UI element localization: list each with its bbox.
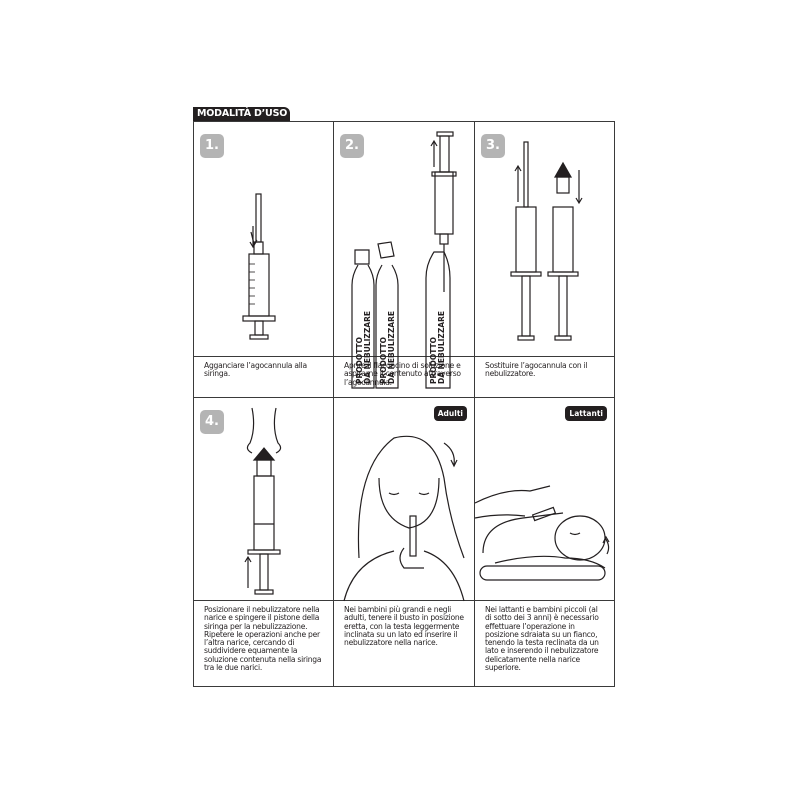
vial-label: DA NEBULIZZARE xyxy=(363,311,372,384)
syringe-and-nebulizer-icon xyxy=(475,122,615,357)
step-3-number: 3. xyxy=(481,134,505,158)
infants-illustration xyxy=(475,398,614,601)
vial-label: DA NEBULIZZARE xyxy=(437,311,446,384)
section-title: MODALITÀ D’USO xyxy=(193,107,290,121)
adults-badge: Adulti xyxy=(434,406,467,421)
adult-using-nebulizer-icon xyxy=(334,398,475,601)
step-1-number: 1. xyxy=(200,134,224,158)
vial-label: DA NEBULIZZARE xyxy=(387,311,396,384)
instructions-grid xyxy=(193,121,615,687)
step-1-description: Agganciare l’agocannula alla siringa. xyxy=(194,357,334,398)
infant-using-nebulizer-icon xyxy=(475,398,615,601)
step-4-description: Posizionare il nebulizzatore nella narice e spingere il pistone della siringa per la nebulizzazione. Ripetere le operazioni anche per l’altra narice, cercando di suddividere equamente la soluzione contenuta nella siringa tra le due narici. xyxy=(194,601,334,686)
adults-illustration xyxy=(334,398,475,601)
adults-description: Nei bambini più grandi e negli adulti, tenere il busto in posizione eretta, con la testa leggermente inclinata su un lato ed inserire il nebulizzatore nella narice. xyxy=(334,601,475,686)
step-3-description: Sostituire l’agocannula con il nebulizzatore. xyxy=(475,357,614,398)
step-3-illustration xyxy=(475,122,614,357)
infants-description: Nei lattanti e bambini piccoli (al di sotto dei 3 anni) è necessario effettuare l’operazione in posizione sdraiata su un fianco, tenendo la testa reclinata da un lato e inserendo il nebulizzatore delicatamente nella narice superiore. xyxy=(485,605,599,673)
step-4-number: 4. xyxy=(200,410,224,434)
vial-label: PRODOTTO xyxy=(379,336,388,384)
step-4-illustration xyxy=(194,398,334,601)
step-2-number: 2. xyxy=(340,134,364,158)
step-1-illustration xyxy=(194,122,334,357)
syringe-with-needle-icon xyxy=(194,122,334,357)
step-2-description: Aprire il flaconcino di soluzione e aspirarne il contenuto attraverso l’agocannula. xyxy=(334,357,475,398)
vial-label: PRODOTTO xyxy=(355,336,364,384)
nose-nebulizer-icon xyxy=(194,398,334,601)
infants-badge: Lattanti xyxy=(565,406,607,421)
vial-label: PRODOTTO xyxy=(429,336,438,384)
